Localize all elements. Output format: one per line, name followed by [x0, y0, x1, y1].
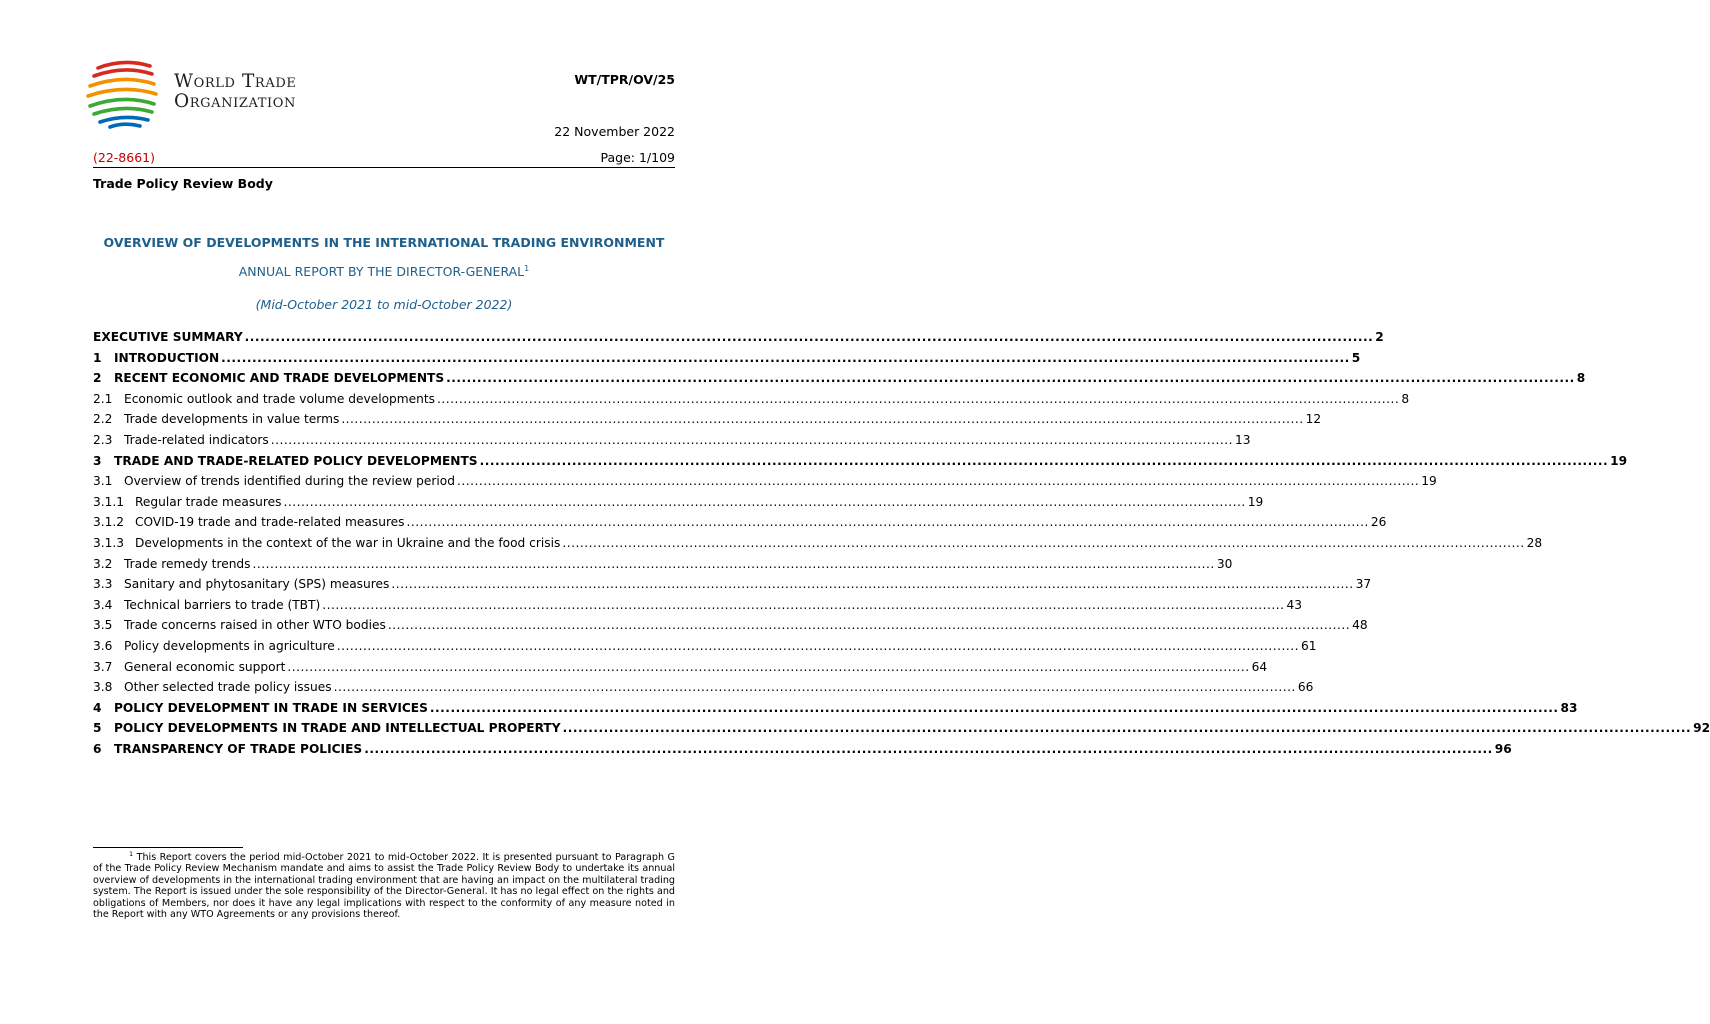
toc-entry-label: Overview of trends identified during the review period	[124, 474, 455, 489]
toc-dot-leader: ............................................................................................................................................................................................................................	[252, 556, 1215, 571]
toc-entry-page: 19	[1247, 494, 1264, 509]
toc-dot-leader: ............................................................................................................................................................................................................................	[270, 432, 1234, 447]
toc-entry-label: POLICY DEVELOPMENT IN TRADE IN SERVICES	[114, 700, 428, 715]
toc-entry-number: 3.2	[93, 556, 113, 571]
toc-entry-label: EXECUTIVE SUMMARY	[93, 330, 243, 344]
wto-logo-icon	[84, 56, 164, 128]
toc-entry[interactable]	[93, 391, 1410, 413]
org-name-line2: Organization	[174, 91, 296, 112]
toc-dot-leader: ............................................................................................................................................................................................................................	[437, 391, 1400, 406]
toc-entry-page: 13	[1235, 432, 1251, 447]
toc-entry-label: INTRODUCTION	[114, 350, 220, 365]
toc-entry-label: TRADE AND TRADE-RELATED POLICY DEVELOPMENTS	[114, 453, 478, 468]
table-of-contents	[93, 330, 1710, 762]
toc-entry-number: 3.8	[93, 680, 113, 695]
toc-entry-page: 8	[1401, 391, 1410, 406]
report-period: (Mid-October 2021 to mid-October 2022)	[255, 297, 513, 312]
toc-entry[interactable]	[93, 515, 1387, 536]
toc-entry-page: 19	[1610, 453, 1628, 468]
page-number: Page: 1/109	[600, 150, 675, 165]
toc-dot-leader: ............................................................................................................................................................................................................................	[322, 597, 1285, 612]
toc-entry-page: 96	[1494, 741, 1512, 756]
toc-entry-number: 3.7	[93, 659, 113, 674]
toc-entry-page: 19	[1421, 474, 1437, 489]
footnote-text: This Report covers the period mid-October 2021 to mid-October 2022. It is presented pursuant to Paragraph G of the Trade Policy Review Mechanism mandate and aims to assist the Trade Policy Review Body to undertake its annual overview of developments in the international trading environment that are having an impact on the multilateral trading system. The Report is issued under the sole responsibility of the Director-General. It has no legal effect on the rights and obligations of Members, nor does it have any legal implications with respect to the conformity of any measure noted in the Report with any WTO Agreements or any provisions thereof.	[93, 852, 675, 921]
toc-dot-leader: ............................................................................................................................................................................................................................	[456, 474, 1420, 489]
toc-entry-page: 61	[1301, 638, 1317, 653]
toc-entry-page: 8	[1576, 371, 1586, 386]
toc-entry-label: Trade remedy trends	[124, 556, 251, 571]
toc-entry[interactable]	[93, 412, 1322, 433]
toc-dot-leader: ............................................................................................................................................................................................................................	[364, 741, 1493, 756]
toc-dot-leader: ............................................................................................................................................................................................................................	[341, 412, 1304, 427]
toc-entry-label: Other selected trade policy issues	[124, 680, 332, 695]
toc-dot-leader: ............................................................................................................................................................................................................................	[287, 659, 1250, 674]
toc-entry[interactable]	[93, 371, 1586, 392]
toc-entry-number: 3.1	[93, 474, 113, 489]
toc-entry[interactable]	[93, 453, 1628, 475]
toc-entry-number: 6	[93, 741, 102, 756]
document-subtitle	[93, 264, 675, 279]
toc-entry[interactable]	[93, 577, 1372, 598]
toc-entry-number: 3.3	[93, 577, 113, 592]
toc-entry-number: 3.1.3	[93, 535, 125, 550]
toc-entry[interactable]	[93, 494, 1264, 516]
toc-entry-page: 26	[1370, 515, 1387, 530]
toc-entry-page: 83	[1560, 700, 1578, 715]
toc-entry-label: General economic support	[124, 659, 286, 674]
toc-entry-label: RECENT ECONOMIC AND TRADE DEVELOPMENTS	[114, 371, 445, 386]
toc-entry-label: Economic outlook and trade volume developments	[124, 391, 436, 406]
toc-entry-number: 3	[93, 453, 102, 468]
toc-entry-number: 3.6	[93, 638, 113, 653]
footnote-mark: 1	[129, 849, 134, 858]
document-symbol: WT/TPR/OV/25	[574, 72, 675, 87]
toc-entry-label: Technical barriers to trade (TBT)	[124, 597, 321, 612]
toc-entry[interactable]	[93, 721, 1710, 742]
toc-entry-label: Trade developments in value terms	[124, 412, 340, 427]
toc-entry-page: 64	[1251, 659, 1268, 674]
toc-entry-page: 48	[1352, 618, 1368, 633]
toc-entry-number: 3.1.2	[93, 515, 125, 530]
toc-entry[interactable]	[93, 680, 1314, 701]
toc-entry[interactable]	[93, 700, 1578, 722]
toc-entry-label: Developments in the context of the war in Ukraine and the food crisis	[135, 535, 561, 550]
toc-entry-page: 28	[1526, 535, 1543, 550]
toc-dot-leader: ............................................................................................................................................................................................................................	[562, 721, 1692, 736]
toc-dot-leader: ............................................................................................................................................................................................................................	[283, 494, 1246, 509]
toc-dot-leader: ............................................................................................................................................................................................................................	[221, 350, 1350, 365]
toc-dot-leader: ............................................................................................................................................................................................................................	[333, 680, 1296, 695]
document-reference: (22-8661)	[93, 150, 155, 165]
footnote-reference-mark[interactable]: 1	[524, 263, 530, 273]
toc-entry-label: Sanitary and phytosanitary (SPS) measures	[124, 577, 390, 592]
toc-dot-leader: ............................................................................................................................................................................................................................	[479, 453, 1609, 468]
document-date: 22 November 2022	[554, 124, 675, 139]
toc-entry[interactable]	[93, 535, 1543, 557]
toc-dot-leader: ............................................................................................................................................................................................................................	[446, 371, 1575, 386]
toc-dot-leader: ............................................................................................................................................................................................................................	[406, 515, 1369, 530]
toc-entry-label: TRANSPARENCY OF TRADE POLICIES	[114, 741, 363, 756]
toc-dot-leader: ............................................................................................................................................................................................................................	[562, 535, 1525, 550]
toc-entry-page: 92	[1693, 721, 1710, 736]
toc-entry-number: 5	[93, 721, 102, 736]
toc-entry-number: 2	[93, 371, 102, 386]
toc-entry[interactable]	[93, 556, 1233, 578]
footnote	[93, 849, 675, 921]
toc-dot-leader: ............................................................................................................................................................................................................................	[391, 577, 1354, 592]
toc-entry[interactable]	[93, 432, 1251, 454]
toc-entry-page: 5	[1351, 350, 1361, 365]
toc-entry[interactable]	[93, 659, 1268, 681]
toc-entry-label: Policy developments in agriculture	[124, 638, 335, 653]
toc-entry-number: 2.3	[93, 432, 113, 447]
toc-entry-number: 1	[93, 350, 102, 365]
toc-entry-page: 2	[1375, 330, 1384, 344]
toc-entry-page: 37	[1355, 577, 1372, 592]
org-name-line1: World Trade	[174, 71, 297, 92]
toc-entry-number: 3.1.1	[93, 494, 125, 509]
toc-entry-number: 2.1	[93, 391, 113, 406]
footnote-separator	[93, 847, 243, 848]
toc-dot-leader: ............................................................................................................................................................................................................................	[429, 700, 1559, 715]
toc-entry[interactable]	[93, 638, 1317, 660]
toc-entry-label: Trade-related indicators	[124, 432, 269, 447]
toc-entry-page: 43	[1286, 597, 1303, 612]
toc-entry-label: POLICY DEVELOPMENTS IN TRADE AND INTELLECTUAL PROPERTY	[114, 721, 561, 736]
toc-dot-leader: ............................................................................................................................................................................................................................	[244, 330, 1374, 344]
toc-entry-label: Regular trade measures	[135, 494, 282, 509]
toc-entry-number: 4	[93, 700, 102, 715]
toc-entry-page: 66	[1297, 680, 1314, 695]
issuing-body: Trade Policy Review Body	[93, 176, 273, 191]
toc-entry[interactable]	[93, 330, 1384, 351]
toc-entry-label: COVID-19 trade and trade-related measures	[135, 515, 405, 530]
document-title: OVERVIEW OF DEVELOPMENTS IN THE INTERNATIONAL TRADING ENVIRONMENT	[103, 235, 665, 250]
toc-entry-page: 30	[1216, 556, 1233, 571]
toc-dot-leader: ............................................................................................................................................................................................................................	[387, 618, 1351, 633]
organization-name	[174, 72, 296, 112]
subtitle-text: ANNUAL REPORT BY THE DIRECTOR-GENERAL	[238, 264, 525, 279]
toc-entry[interactable]	[93, 350, 1361, 372]
toc-entry-number: 3.4	[93, 597, 113, 612]
toc-entry[interactable]	[93, 618, 1368, 639]
toc-dot-leader: ............................................................................................................................................................................................................................	[336, 638, 1299, 653]
toc-entry-page: 12	[1305, 412, 1322, 427]
toc-entry-number: 2.2	[93, 412, 113, 427]
toc-entry-number: 3.5	[93, 618, 113, 633]
toc-entry[interactable]	[93, 474, 1437, 495]
toc-entry[interactable]	[93, 597, 1303, 619]
reference-line	[93, 150, 675, 168]
toc-entry-label: Trade concerns raised in other WTO bodies	[124, 618, 386, 633]
toc-entry[interactable]	[93, 741, 1512, 763]
